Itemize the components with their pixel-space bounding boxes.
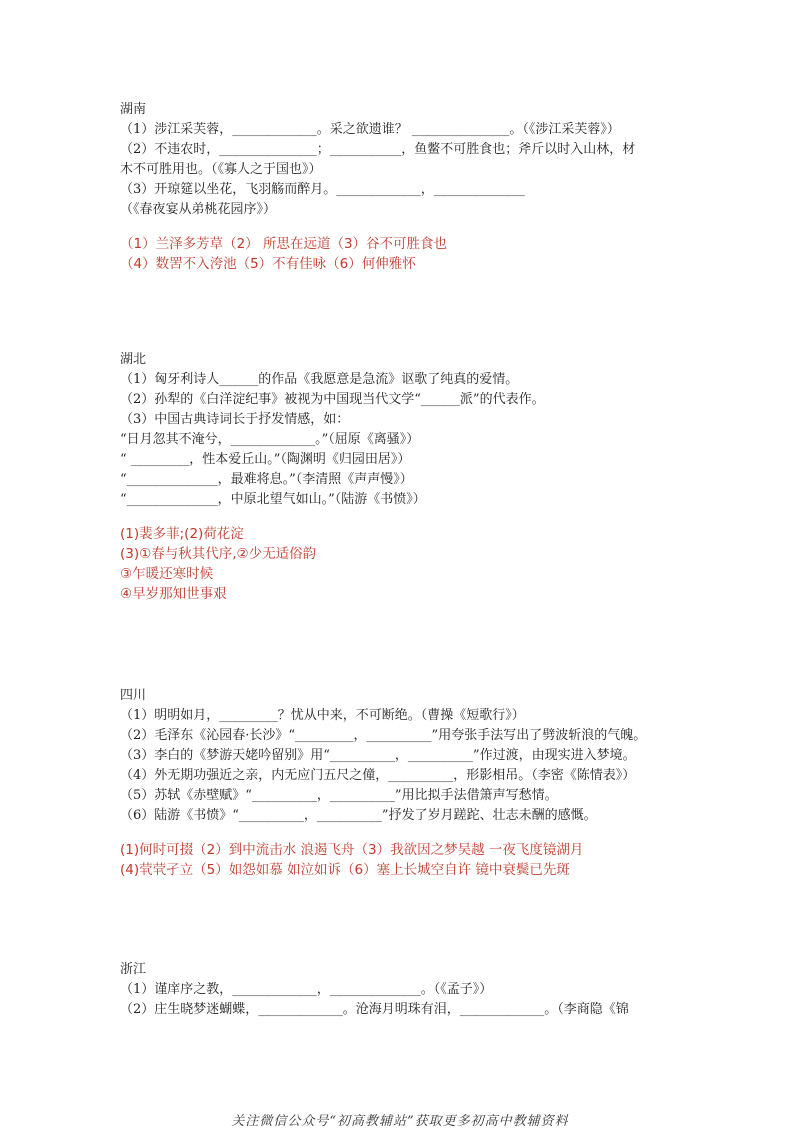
section-hunan [120,100,680,274]
question-line: （3）李白的《梦游天姥吟留别》用“__________，__________”作过渡，由现实进入梦境。 [120,748,636,763]
section-title: 浙江 [120,962,147,977]
answer-line: （1）兰泽多芳草（2） 所思在远道（3）谷不可胜食也 [120,236,448,252]
question-line: （2）孙犁的《白洋淀纪事》被视为中国现当代文学“______派”的代表作。 [120,392,545,407]
question-line: “ _________，性本爱丘山。”（陶渊明《归园田居》） [120,452,411,467]
question-line: 木不可胜用也。（《寡人之于国也》） [120,162,322,177]
question-line: （1）谨庠序之教，_____________，______________。（《孟子》） [120,982,493,997]
section-title: 湖南 [120,102,147,117]
question-line: （3）开琼筵以坐花，飞羽觞而醉月。_____________，______________ [120,182,525,197]
question-line: （2）庄生晓梦迷蝴蝶，_____________。沧海月明珠有泪，_____________。（李商隐《锦 [120,1002,629,1017]
section-title: 湖北 [120,352,147,367]
question-line: （2）不违农时，_______________；___________，鱼鳖不可胜食也；斧斤以时入山林，材 [120,142,636,157]
section-sichuan [120,686,680,880]
question-line: “日月忽其不淹兮，_____________。”（屈原《离骚》） [120,432,420,447]
section-zhejiang [120,960,680,1020]
question-line: （2）毛泽东《沁园春·长沙》“_________，__________”用夸张手法写出了劈波斩浪的气魄。 [120,728,647,743]
question-line: （1）明明如月，_________？忧从中来，不可断绝。（曹操《短歌行》） [120,708,525,723]
answer-line: ③乍暖还寒时候 [120,566,214,582]
question-line: “______________，中原北望气如山。”（陆游《书愤》） [120,492,426,507]
answer-line: (1)裴多菲;(2)荷花淀 [120,526,244,542]
question-line: “______________，最难将息。”（李清照《声声慢》） [120,472,413,487]
question-line: （1）涉江采芙蓉，_____________。采之欲遗谁？ _______________。（《涉江采芙蓉》） [120,122,620,137]
page-footer: 关注微信公众号“初高教辅站”获取更多初高中教辅资料 [231,1114,569,1129]
question-line: （4）外无期功强近之亲，内无应门五尺之僮，__________，形影相吊。（李密《陈情表》） [120,768,636,783]
answer-line: (4)茕茕孑立（5）如怨如慕 如泣如诉（6）塞上长城空自许 镜中衰鬓已先斑 [120,862,570,878]
question-line: （1）匈牙利诗人______的作品《我愿意是急流》讴歌了纯真的爱情。 [120,372,519,387]
answer-line: (3)①春与秋其代序,②少无适俗韵 [120,546,317,562]
answer-line: ④早岁那知世事艰 [120,586,227,602]
question-line: （5）苏轼《赤壁赋》“__________，__________”用比拟手法借箫声写愁情。 [120,788,558,803]
answer-line: （4）数罟不入洿池（5）不有佳咏（6）何伸雅怀 [120,256,416,272]
question-line: （3）中国古典诗词长于抒发情感，如： [120,412,350,427]
question-line: （《春夜宴从弟桃花园序》） [120,202,277,217]
question-line: （6）陆游《书愤》“__________，__________”抒发了岁月蹉跎、壮志未酬的感慨。 [120,808,597,823]
section-hubei [120,350,680,604]
section-title: 四川 [120,688,147,703]
answer-line: (1)何时可掇（2）到中流击水 浪遏飞舟（3）我欲因之梦吴越 一夜飞度镜湖月 [120,842,584,858]
